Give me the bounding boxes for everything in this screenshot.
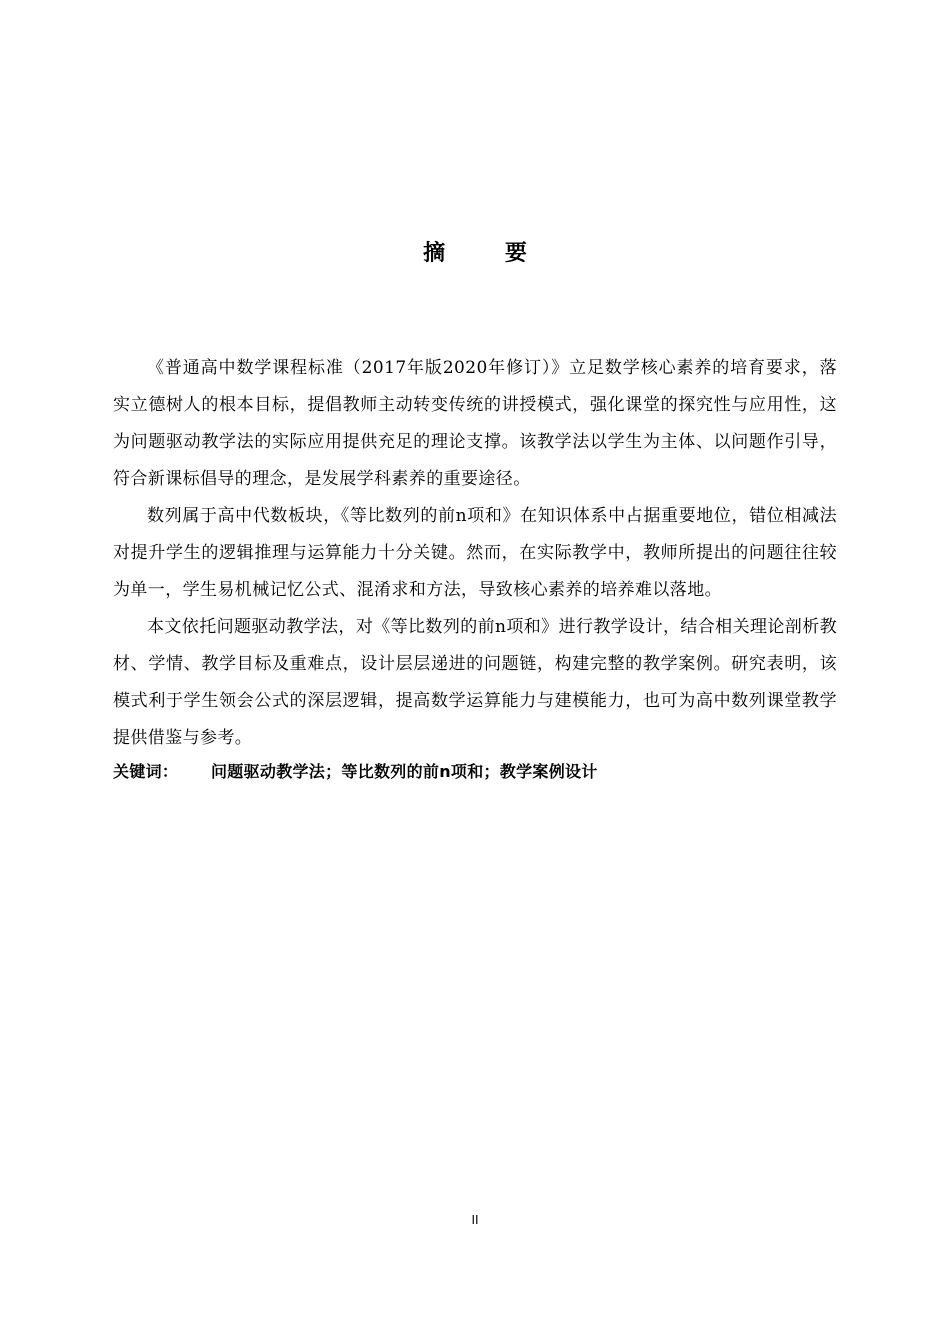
abstract-paragraph-1: 《普通高中数学课程标准（2017年版2020年修订）》立足数学核心素养的培育要求，落实立德树人的根本目标，提倡教师主动转变传统的讲授模式，强化课堂的探究性与应用性，这为问题驱动教学法的实际应用提供充足的理论支撑。该教学法以学生为主体、以问题作引导，符合新课标倡导的理念，是发展学科素养的重要途径。	[113, 358, 837, 489]
page-title: 摘 要	[423, 241, 553, 266]
abstract-body	[113, 350, 837, 787]
keywords-text: 问题驱动教学法；等比数列的前n项和；教学案例设计	[211, 762, 598, 781]
keywords-line	[113, 757, 837, 787]
abstract-paragraph-2: 数列属于高中代数板块，《等比数列的前n项和》在知识体系中占据重要地位，错位相减法对提升学生的逻辑推理与运算能力十分关键。然而，在实际教学中，教师所提出的问题往往较为单一，学生易机械记忆公式、混淆求和方法，导致核心素养的培养难以落地。	[113, 506, 837, 600]
keywords-label: 关键词：	[113, 762, 179, 781]
page-number: II	[471, 1213, 479, 1227]
abstract-paragraph-3: 本文依托问题驱动教学法，对《等比数列的前n项和》进行教学设计，结合相关理论剖析教材、学情、教学目标及重难点，设计层层递进的问题链，构建完整的教学案例。研究表明，该模式利于学生领会公式的深层逻辑，提高数学运算能力与建模能力，也可为高中数列课堂教学提供借鉴与参考。	[113, 617, 837, 748]
